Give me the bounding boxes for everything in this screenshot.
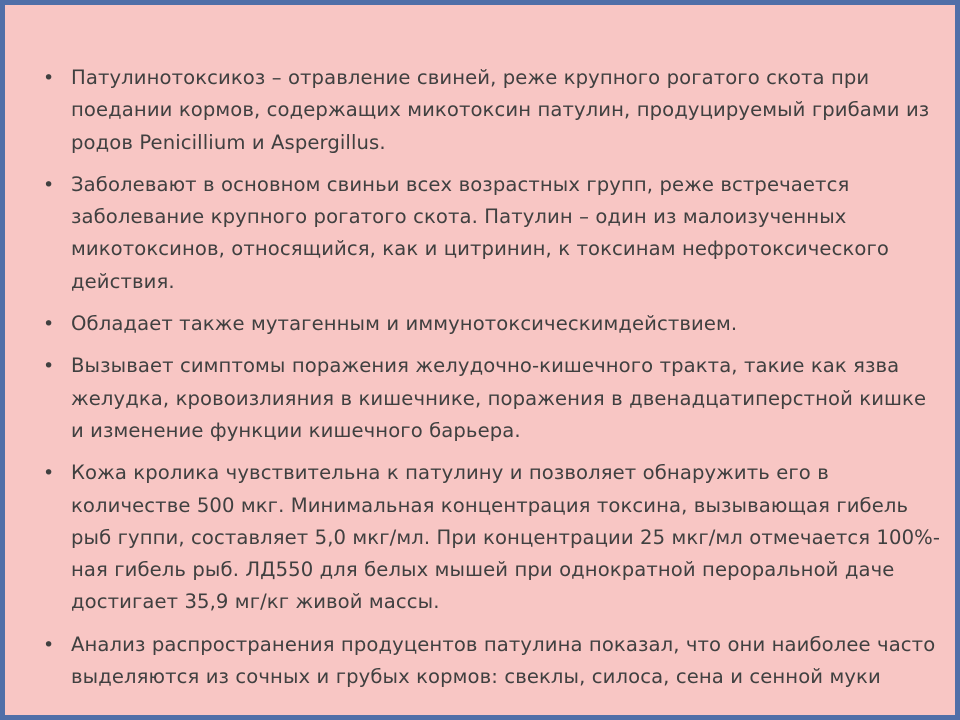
- bullet-icon: •: [43, 633, 55, 656]
- list-item: [43, 629, 943, 694]
- bullet-icon: •: [43, 355, 55, 378]
- list-item: [43, 62, 943, 159]
- bullet-text: Кожа кролика чувствительна к патулину и позволяет обнаружить его в количестве 500 мкг. Минимальная концентрация токсина, вызывающая гибель рыб гуппи, составляет 5,0 мкг/мл. При концентрации 25 мкг/мл отмечается 100%-ная гибель рыб. ЛД550 для белых мышей при однократной пероральной даче достигает 35,9 мг/кг живой массы.: [71, 461, 941, 614]
- list-item: [43, 169, 943, 298]
- bullet-text: Заболевают в основном свиньи всех возрастных групп, реже встречается заболевание крупного рогатого скота. Патулин – один из малоизученных микотоксинов, относящийся, как и цитринин, к токсинам нефротоксического действия.: [71, 172, 889, 293]
- list-item: [43, 350, 943, 447]
- bullet-text: Вызывает симптомы поражения желудочно-кишечного тракта, такие как язва желудка, кровоизлияния в кишечнике, поражения в двенадцатиперстной кишке и изменение функции кишечного барьера.: [71, 354, 927, 442]
- bullet-text: Патулинотоксикоз – отравление свиней, реже крупного рогатого скота при поедании кормов, содержащих микотоксин патулин, продуцируемый грибами из родов Penicillium и Aspergillus.: [71, 66, 930, 154]
- list-item: [43, 457, 943, 618]
- bullet-icon: •: [43, 173, 55, 196]
- list-item: [43, 308, 943, 340]
- bullet-icon: •: [43, 313, 55, 336]
- bullet-list: [43, 62, 943, 703]
- bullet-text: Обладает также мутагенным и иммунотоксическимдействием.: [71, 312, 738, 336]
- bullet-text: Анализ распространения продуцентов патулина показал, что они наиболее часто выделяются из сочных и грубых кормов: свеклы, силоса, сена и сенной муки: [71, 632, 936, 689]
- bullet-icon: •: [43, 462, 55, 485]
- bullet-icon: •: [43, 67, 55, 89]
